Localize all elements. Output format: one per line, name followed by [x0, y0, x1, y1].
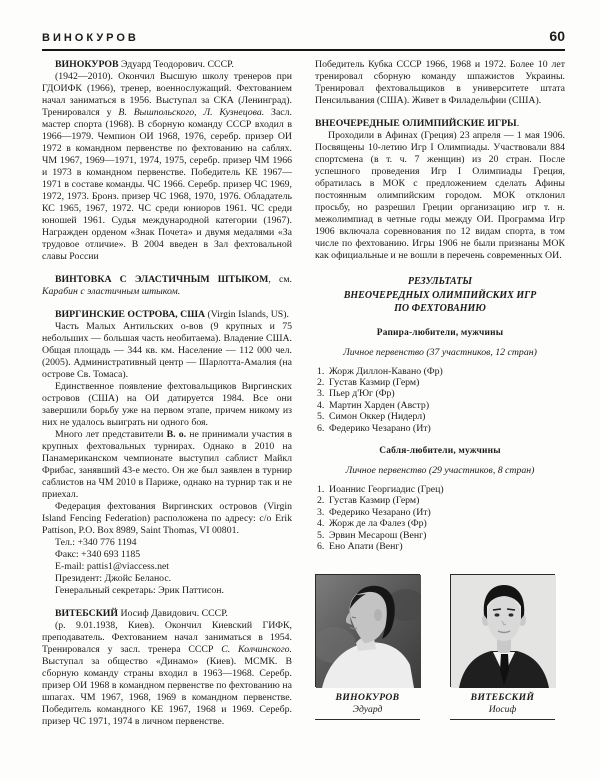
- headword: ВНЕОЧЕРЕДНЫЕ ОЛИМПИЙСКИЕ ИГРЫ: [315, 118, 517, 129]
- result-row: 6. Ено Апати (Венг): [317, 540, 403, 552]
- sabre-result-list: [315, 484, 565, 552]
- result-row: 5. Симон Оккер (Нидерл): [317, 411, 426, 423]
- foil-result-list: [315, 366, 565, 434]
- result-row: 4. Мартин Харден (Австр): [317, 399, 430, 411]
- virgin-federation-paragraph: Федерация фехтования Виргинских островов (Virgin Island Fencing Federation) расположена по адресу: c/o Erik Pattison, P.O. Box 8989, Saint Thomas, VI 00801.: [42, 501, 292, 536]
- caption-surname: ВИНОКУРОВ: [335, 692, 400, 704]
- right-column: [315, 59, 565, 728]
- result-row: 3. Пьер д'Юг (Фр): [317, 388, 395, 400]
- headword: ВИНТОВКА С ЭЛАСТИЧНЫМ ШТЫКОМ: [55, 274, 269, 285]
- headword: ВИНОКУРОВ: [55, 59, 119, 70]
- virgin-geography-paragraph: Часть Малых Антильских о-вов (9 крупных и 75 небольших — большая часть необитаема). Владение США. Общая площадь — 344 кв. км. Население — 112 000 чел. (2005). Административный центр — Шарлотта-Амалия (на острове Св. Томаса).: [42, 321, 292, 380]
- foil-section: [315, 327, 565, 434]
- entry-vinokurov: [42, 59, 292, 263]
- figure-vitebsky: [450, 574, 555, 720]
- left-column: [42, 59, 292, 728]
- result-row: 3. Федерико Чезарано (Ит): [317, 506, 431, 518]
- entry-vinokurov-headline: ВИНОКУРОВ Эдуард Теодорович. СССР.: [55, 59, 234, 70]
- entry-vitebsky: [42, 608, 292, 728]
- sabre-event-subtitle: Личное первенство (29 участников, 8 стран): [345, 464, 535, 476]
- entry-vinokurov-body: (1942—2010). Окончил Высшую школу тренеров при ГДОИФК (1966), тренер, военнослужащий. Фехтованием начал заниматься в 1956. Выступал за СКА (Ленинград). Тренировался у В. Вышпольского, Л. Кузнецова. Засл. мастер спорта (1968). В сборную команду СССР входил в 1966—1979. Чемпион ОИ 1968, 1976, серебр. призер ОИ 1972 в командном первенстве по фехтованию на саблях. ЧМ 1967, 1969—1971, 1974, 1975, серебр. призер ЧМ 1966 и 1973 в командном первенстве. Победитель КЕ 1967—1971 в составе команды. ЧС 1966. Серебр. призер ЧС 1969, 1972, 1973. Бронз. призер ЧС 1968, 1970, 1976. Обладатель КС 1965, 1967, 1972. ЧС среди юниоров 1961. ЧС среди юношей 1961. Судья международной категории (1967). Награжден орденом «Знак Почета» и двумя медалями «За трудовое отличие». В 2004 введен в Зал фехтовальной славы России: [42, 71, 292, 262]
- results-heading-line1: РЕЗУЛЬТАТЫ: [407, 276, 473, 287]
- result-row: 1. Жорж Диллон-Кавано (Фр): [317, 365, 443, 377]
- caption-firstname: Эдуард: [352, 704, 383, 716]
- abbreviation: В. о.: [166, 429, 187, 440]
- result-row: 6. Федерико Чезарано (Ит): [317, 422, 431, 434]
- vinokurov-photo-caption: [315, 692, 420, 720]
- sabre-section: [315, 445, 565, 552]
- results-heading-line3: ПО ФЕХТОВАНИЮ: [394, 303, 486, 314]
- page-header: [42, 28, 565, 51]
- entry-vitebsky-headline: ВИТЕБСКИЙ Иосиф Давидович. СССР.: [55, 608, 228, 619]
- foil-event-subtitle: Личное первенство (37 участников, 12 стран): [343, 346, 537, 358]
- virgin-olympics-paragraph: Единственное появление фехтовальщиков Виргинских островов (США) на ОИ датируется 1984. Все они завершили борьбу уже на первом этапе, причем никому из них не удалось выиграть ни одного боя.: [42, 381, 292, 428]
- headword: ВИРГИНСКИЕ ОСТРОВА, США: [55, 309, 206, 320]
- headword: ВИТЕБСКИЙ: [55, 608, 119, 619]
- running-title: ВИНОКУРОВ: [42, 32, 139, 44]
- entry-vitebsky-body: (р. 9.01.1938, Киев). Окончил Киевский ГИФК, преподаватель. Фехтованием начал заниматься в 1954. Тренировался у засл. тренера СССР С. Колчинского. Выступал за общество «Динамо» (Киев). МСМК. В сборную команду страны входил в 1963—1968. Серебр. призер ОИ 1968 в командном первенстве по фехтованию на шпагах. ЧМ 1967, 1968, 1969 в командном первенстве. Победитель командного КЕ 1967, 1968 и 1969. Серебр. призер ЧС 1971, 1974 в личном первенстве.: [42, 620, 293, 727]
- phone-line: Тел.: +340 776 1194: [55, 537, 137, 548]
- entry-vintovka-text: ВИНТОВКА С ЭЛАСТИЧНЫМ ШТЫКОМ, см. Карабин с эластичным штыком.: [42, 274, 292, 297]
- email-line: E-mail: pattis1@viaccess.net: [55, 561, 170, 572]
- fax-line: Факс: +340 693 1185: [55, 549, 141, 560]
- entry-virgin-headline: ВИРГИНСКИЕ ОСТРОВА, США (Virgin Islands, US).: [55, 309, 289, 320]
- portrait-photos-row: [315, 574, 555, 720]
- president-line: Президент: Джойс Беланос.: [55, 573, 172, 584]
- vinokurov-continuation-paragraph: Победитель Кубка СССР 1966, 1968 и 1972. Более 10 лет тренировал сборную команду шпажистов Украины. Тренировал фехтовальщиков в университете штата Пенсильвания (США). Живет в Филадельфии (США).: [315, 59, 565, 106]
- result-row: 5. Эрвин Месарош (Венг): [317, 529, 427, 541]
- page-number: 60: [549, 28, 565, 44]
- result-row: 2. Густав Казмир (Герм): [317, 495, 420, 507]
- two-column-layout: [42, 59, 565, 728]
- vitebsky-photo-caption: [450, 692, 555, 720]
- result-row: 1. Иоаннис Георгиадис (Грец): [317, 483, 444, 495]
- virgin-history-paragraph: Много лет представители В. о. не принимали участия в крупных фехтовальных турнирах. Однако в 2010 на Панамериканском чемпионате выступил саблист Майкл Фрибас, занявший 43-е место. Он же был заявлен в турнир саблистов на ЧМ 2010 в Париже, однако на турнир так и не приехал.: [42, 429, 293, 500]
- entry-extraordinary-headline: ВНЕОЧЕРЕДНЫЕ ОЛИМПИЙСКИЕ ИГРЫ.: [315, 118, 520, 129]
- caption-firstname: Иосиф: [488, 704, 517, 716]
- entry-virgin-islands: [42, 309, 292, 597]
- vitebsky-portrait-photo: [450, 574, 555, 687]
- result-row: 4. Жорж де ла Фалез (Фр): [317, 518, 427, 530]
- vinokurov-portrait-photo: [315, 574, 420, 687]
- figure-vinokurov: [315, 574, 420, 720]
- cross-reference: Карабин с эластичным штыком.: [42, 286, 181, 297]
- trainer-name: С. Колчинского.: [221, 644, 293, 655]
- foil-section-title: Рапира-любители, мужчины: [376, 327, 504, 338]
- entry-extraordinary-games: [315, 118, 565, 262]
- secretary-line: Генеральный секретарь: Эрик Паттисон.: [55, 585, 224, 596]
- trainer-names: В. Вышпольского, Л. Кузнецова.: [118, 107, 265, 118]
- results-heading-line2: ВНЕОЧЕРЕДНЫХ ОЛИМПИЙСКИХ ИГР: [343, 289, 537, 301]
- entry-vintovka: [42, 274, 292, 298]
- extraordinary-body: Проходили в Афинах (Греция) 23 апреля — 1 мая 1906. Посвящены 10-летию Игр I Олимпиады. Участвовали 884 спортсмена (в т. ч. 7 женщин) из 20 стран. После успешного проведения Игр I Олимпиады Греция, обратилась в МОК с предложением сделать Афины постоянным олимпийским городом. МОК отклонил просьбу, но разрешил Греции организацию игр т. н. межолимпиад в четные годы между ОИ. Программа Игр 1906 включала соревнования по 12 видам спорта, в том числе по фехтованию. Игры 1906 не были признаны МОК как официальные и не вошли в перечень современных ОИ.: [315, 130, 565, 261]
- caption-surname: ВИТЕБСКИЙ: [470, 692, 535, 704]
- results-heading: [315, 275, 565, 316]
- result-row: 2. Густав Казмир (Герм): [317, 376, 420, 388]
- sabre-section-title: Сабля-любители, мужчины: [379, 445, 501, 456]
